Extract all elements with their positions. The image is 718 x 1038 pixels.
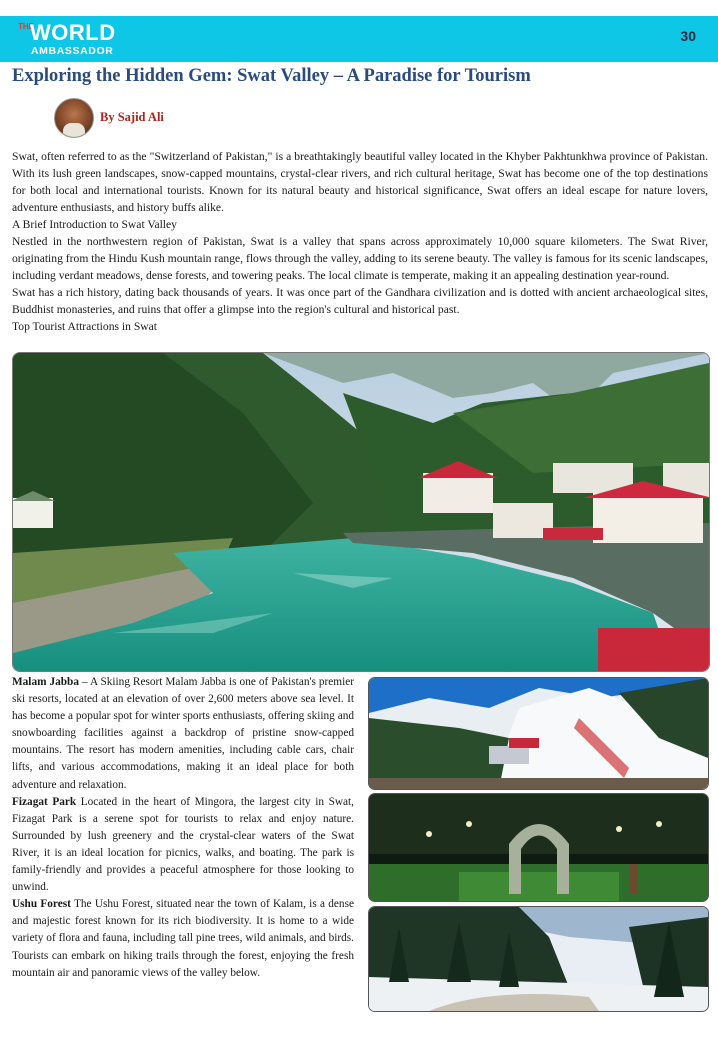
section-heading-attractions: Top Tourist Attractions in Swat [12,320,158,333]
attraction-malam-jabba [12,674,354,794]
malam-jabba-photo [368,677,709,790]
section-heading-intro: A Brief Introduction to Swat Valley [12,218,177,231]
attraction-name: Fizagat Park [12,795,77,808]
attraction-ushu-forest [12,896,354,981]
attraction-text: – A Skiing Resort Malam Jabba is one of Pakistan's premier ski resorts, located at an elevation of over 2,600 meters above sea level. It has become a popular spot for winter sports enthusiasts, offering skiing and snowboarding facilities against a backdrop of pristine snow-capped mountains. The resort has modern amenities, including cable cars, chair lifts, and various accommodations, making it an ideal place for both adventure and relaxation. [12,676,355,791]
ushu-forest-photo [368,906,709,1012]
attraction-text: The Ushu Forest, situated near the town of Kalam, is a dense and majestic forest known for its rich biodiversity. It is home to a wide variety of flora and fauna, including tall pine trees, wild animals, and birds. Tourists can embark on hiking trails through the forest, enjoying the fresh mountain air and panoramic views of the valley below. [12,898,354,979]
author-avatar [54,98,94,138]
page-number: 30 [680,28,696,44]
paragraph-geography: Nestled in the northwestern region of Pakistan, Swat is a valley that spans across approximately 10,000 square kilometers. The Swat River, originating from the Hindu Kush mountain range, flows through the valley, adding to its serene beauty. The valley is famous for its scenic landscapes, including verdant meadows, dense forests, and towering peaks. The local climate is temperate, making it an appealing destination year-round. [12,235,708,282]
swat-river-photo [12,352,710,672]
attraction-name: Malam Jabba [12,676,79,688]
paragraph-history: Swat has a rich history, dating back thousands of years. It was once part of the Gandhara civilization and is dotted with ancient archaeological sites, Buddhist monasteries, and ruins that offer a glimpse into the region's cultural and historical past. [12,286,708,316]
attraction-text: Located in the heart of Mingora, the largest city in Swat, Fizagat Park is a serene spot for tourists to relax and enjoy nature. Surrounded by lush greenery and the crystal-clear waters of the Swat River, it is an ideal location for picnics, walks, and boating. The park is family-friendly and provides a peaceful atmosphere for those looking to unwind. [12,795,354,894]
logo-ambassador: AMBASSADOR [31,45,114,57]
logo-world: WORLD [30,20,116,45]
attractions-column [12,674,354,982]
attraction-fizagat-park [12,794,354,897]
header-bar [0,16,718,62]
fizagat-park-photo [368,793,709,902]
intro-paragraph: Swat, often referred to as the "Switzerland of Pakistan," is a breathtakingly beautiful valley located in the Khyber Pakhtunkhwa province of Pakistan. With its lush green landscapes, snow-capped mountains, crystal-clear rivers, and rich cultural heritage, Swat has become one of the top destinations for both local and international tourists. Known for its natural beauty and historical significance, Swat offers an ideal escape for nature lovers, adventure enthusiasts, and history buffs alike. [12,150,708,214]
author-byline: By Sajid Ali [100,110,164,124]
logo-the: THE [18,22,34,31]
attraction-name: Ushu Forest [12,898,71,911]
article-body [12,148,708,335]
article-title: Exploring the Hidden Gem: Swat Valley – A Paradise for Tourism [12,66,531,86]
